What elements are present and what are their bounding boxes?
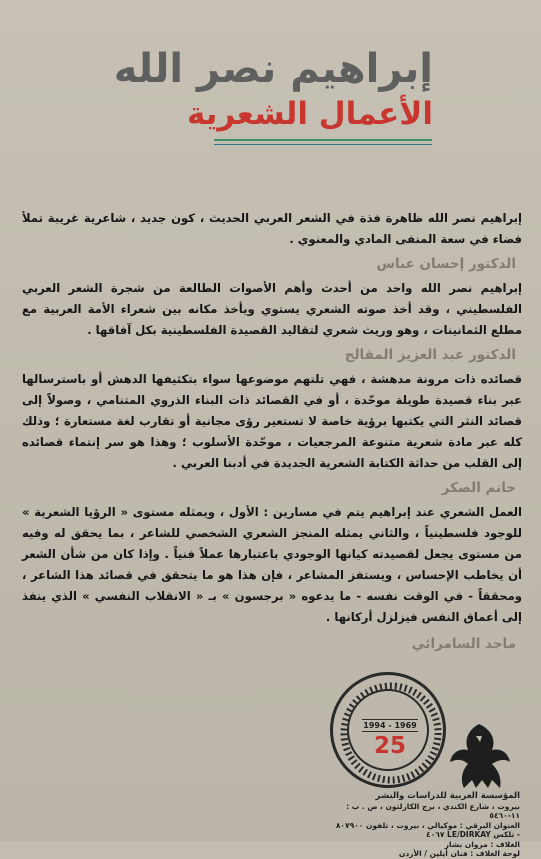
publisher-logo-area: [328, 668, 528, 858]
anniversary-seal: [330, 672, 446, 788]
title-divider-secondary: [214, 144, 432, 145]
seal-inner-ring: [347, 689, 429, 771]
blurb-1-attribution: الدكتور إحسان عباس: [376, 256, 516, 272]
author-name: إبراهيم نصر الله: [113, 46, 433, 92]
publisher-address: بيروت ، شارع الكندي ، برج الكارلتون ، ص . ب : ١١-٥٤٦٠: [346, 801, 520, 820]
blurb-3-attribution: حاتم الصكر: [441, 480, 516, 496]
cover-art-credit: لوحة الغلاف : فنان أيلين / الأردن: [398, 849, 520, 858]
title-divider: [214, 139, 432, 141]
blurbs-section: [22, 208, 522, 658]
blurb-4-attribution: ماجد السامرائي: [411, 636, 516, 652]
blurb-1-text: إبراهيم نصر الله ظاهرة فذة في الشعر العربي الحديث ، كون جديد ، شاعرية غريبة تملأ فضاء في سعة المنفى المادي والمعنوي .: [22, 211, 522, 246]
blurb-4-text: العمل الشعري عند إبراهيم يتم في مسارين : الأول ، ويمثله مستوى « الرؤيا الشعرية » للوجود فلسطينياً ، والثاني يمثله المنجز الشعري الشخصي للشاعر ، بما يحقق له وفيه من مستوى يجعل لقصيدته كيانها الوجودي باعتبارها عملاً فنياً . وإذا كان من شأن الشعر أن يخاطب الإحساس ، ويستفز المشاعر ، فإن هذا هو ما يتحقق في قصائد هذا الشاعر ، ومحققاً - في الوقت نفسه - ما يدعوه « برجسون » بـ « الانقلاب النفسي » الذي ينفذ إلى أعماق النفس فيزلزل أركانها .: [22, 505, 522, 624]
book-title: الأعمال الشعرية: [186, 96, 433, 132]
blurb-2-attribution: الدكتور عبد العزيز المقالح: [344, 347, 516, 363]
eagle-logo-icon: [446, 720, 512, 792]
seal-anniversary-number: 25: [373, 733, 406, 759]
publisher-contact: العنوان البرقي : موكيالي ، بيروت ، تلفون ٨٠٧٩٠٠ - تلكس LE/DIRKAY ٤٠٦٧: [335, 820, 520, 839]
blurb-3-text: قصائده ذات مرونة مدهشة ، فهي تلتهم موضوعها سواء بتكثيفها الدهش أو باسترسالها عبر بناء قصيدة طويلة موحّدة ، أو في القصائد ذات البناء الذروي المتنامي ، وصولاً إلى قصائد النثر التي يكتبها برؤية خاصة لا تستعير رؤى مجانية أو تقارب لغة مستعارة ؛ وذلك كله عبر مادة شعرية متنوعة المرجعيات ، موحّدة الأسلوب ؛ وهذا هو سر إنتماء قصائده إلى القلب من حداثة الكتابة الشعرية الجديدة في أدبنا العربي .: [22, 372, 522, 470]
publisher-name: المؤسسة العربية للدراسات والنشر: [375, 791, 520, 801]
seal-years: 1994 - 1969: [363, 721, 417, 730]
cover-design-credit: الغلاف : مروان بشار: [444, 839, 520, 849]
publisher-info: [334, 792, 520, 859]
blurb-2-text: إبراهيم نصر الله واحد من أحدث وأهم الأصوات الطالعة من شجرة الشعر العربي الفلسطيني ، وقد أخذ صوته الشعري يستوي ويأخذ مكانه بين شعراء الأمة العربية مع مطلع الثمانينات ، وهو وريث شعري لتقاليد القصيدة الفلسطينية بكل آفاقها .: [22, 281, 522, 337]
